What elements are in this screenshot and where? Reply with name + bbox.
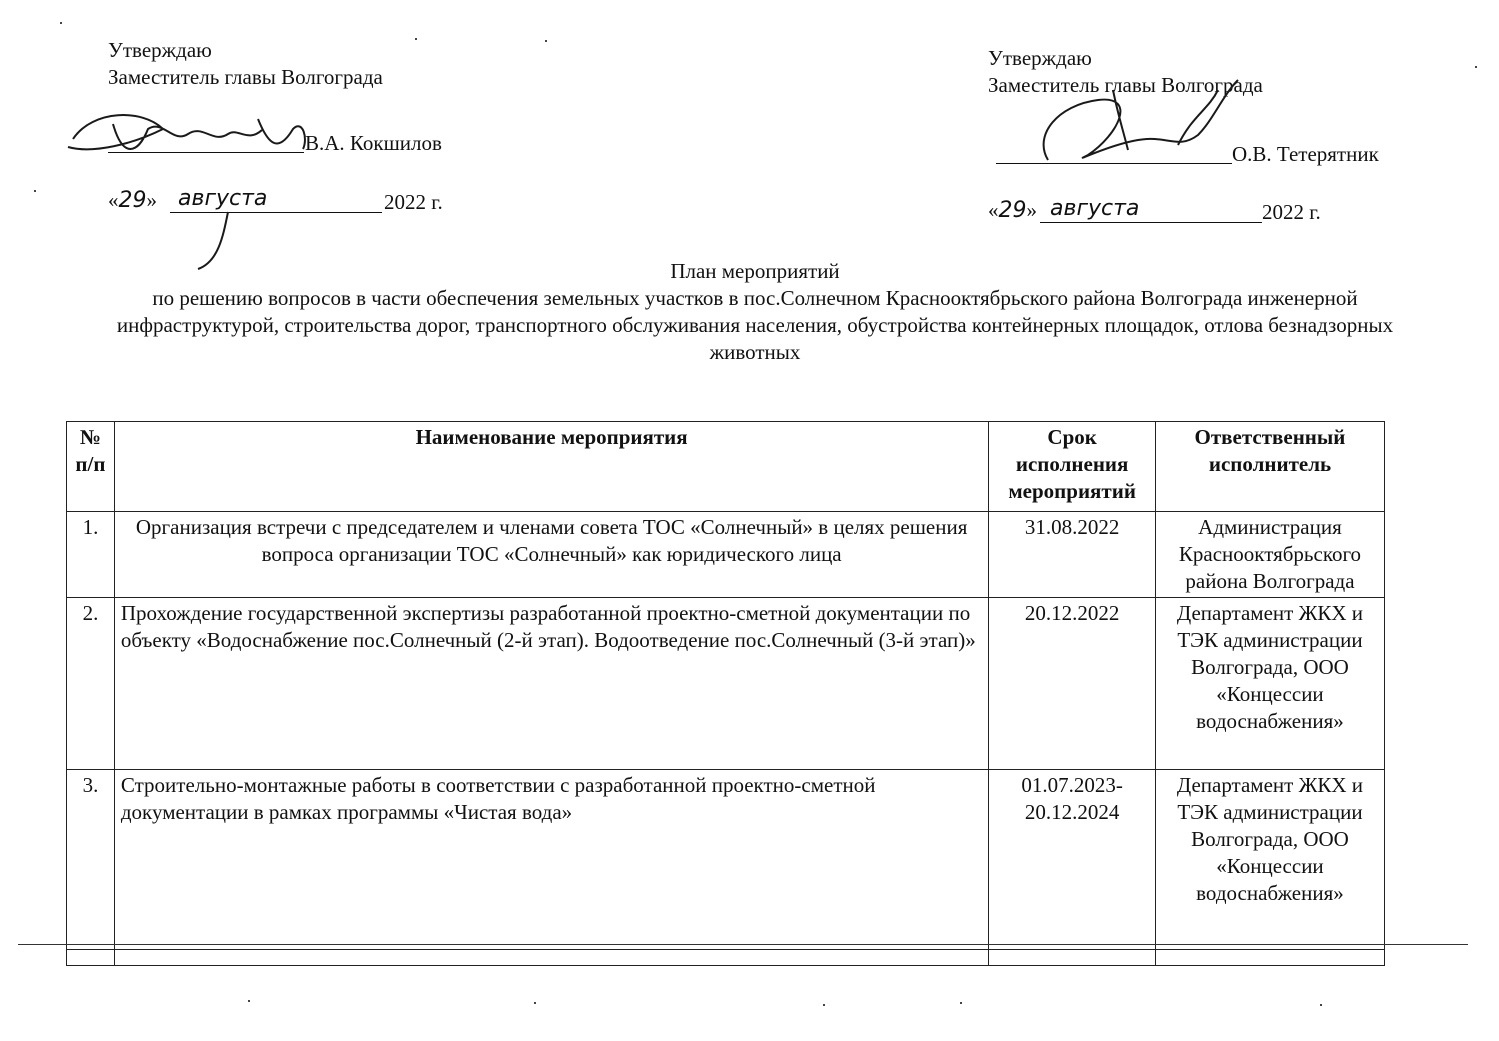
table-row (67, 770, 1385, 950)
title-subject: по решению вопросов в части обеспечения земельных участков в пос.Солнечном Краснооктябрьского района Волгограда инженерной инфраструктурой, строительства дорог, транспортного обслуживания населения, обустройства контейнерных площадок, отлова безнадзорных животных (116, 286, 1394, 364)
table-row (67, 512, 1385, 598)
approval-year: 2022 г. (1262, 200, 1321, 224)
date-line (1040, 222, 1262, 223)
row-name: Строительно-монтажные работы в соответствии с разработанной проектно-сметной документации в рамках программы «Чистая вода» (114, 770, 989, 950)
approval-month: августа (178, 186, 268, 211)
approval-block-left (108, 37, 528, 247)
plan-table (66, 421, 1385, 966)
row-deadline: 20.12.2022 (989, 598, 1156, 770)
row-responsible: Департамент ЖКХ и ТЭК администрации Волгограда, ООО «Концессии водоснабжения» (1155, 770, 1384, 950)
row-name: Организация встречи с председателем и членами совета ТОС «Солнечный» в целях решения вопроса организации ТОС «Солнечный» как юридического лица (114, 512, 989, 598)
row-responsible: Администрация Краснооктябрьского района Волгограда (1155, 512, 1384, 598)
approval-day: 29 (118, 188, 147, 213)
approval-month: августа (1050, 196, 1140, 221)
approve-label: Утверждаю (108, 38, 212, 62)
table-row (67, 598, 1385, 770)
header-num: № п/п (67, 422, 115, 512)
row-num: 2. (67, 598, 115, 770)
approver-name: В.А. Кокшилов (305, 131, 442, 155)
approver-position: Заместитель главы Волгограда (988, 73, 1263, 97)
header-deadline: Срок исполнения мероприятий (989, 422, 1156, 512)
approval-date: «29» (988, 198, 1037, 223)
handwritten-signature (53, 99, 313, 169)
approval-day: 29 (998, 198, 1027, 223)
approval-year: 2022 г. (384, 190, 443, 214)
scan-divider-line (18, 944, 1468, 945)
approval-block-right (988, 45, 1418, 255)
header-name: Наименование мероприятия (114, 422, 989, 512)
table-row-empty (67, 950, 1385, 966)
approval-date: «29» (108, 188, 157, 213)
row-deadline: 31.08.2022 (989, 512, 1156, 598)
header-responsible: Ответственный исполнитель (1155, 422, 1384, 512)
row-num: 1. (67, 512, 115, 598)
handwritten-signature (1028, 75, 1248, 175)
title-heading: План мероприятий (670, 259, 840, 283)
approver-position: Заместитель главы Волгограда (108, 65, 383, 89)
row-responsible: Департамент ЖКХ и ТЭК администрации Волгограда, ООО «Концессии водоснабжения» (1155, 598, 1384, 770)
approver-name: О.В. Тетерятник (1232, 142, 1379, 166)
row-deadline: 01.07.2023-20.12.2024 (989, 770, 1156, 950)
row-name: Прохождение государственной экспертизы разработанной проектно-сметной документации по объекту «Водоснабжение пос.Солнечный (2-й этап). Водоотведение пос.Солнечный (3-й этап)» (114, 598, 989, 770)
row-num: 3. (67, 770, 115, 950)
approve-label: Утверждаю (988, 46, 1092, 70)
document-title (90, 258, 1420, 366)
table-header-row (67, 422, 1385, 512)
